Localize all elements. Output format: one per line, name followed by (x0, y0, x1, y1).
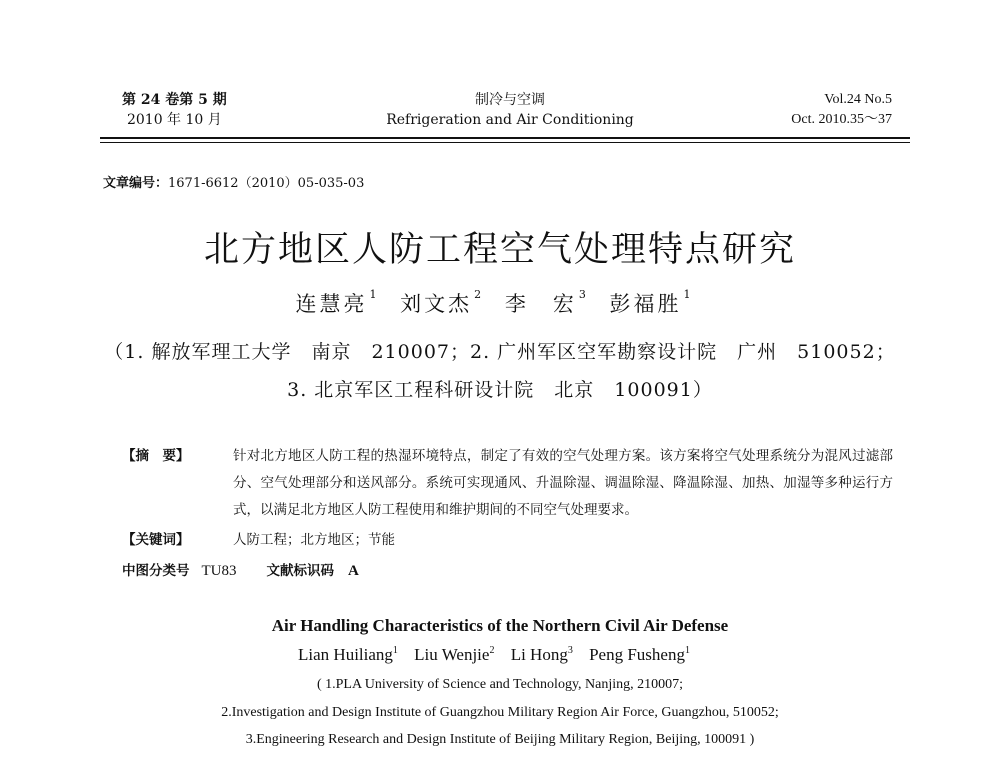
volume-number-en: Vol.24 No.5 (824, 92, 892, 107)
author-affiliation-mark: 1 (369, 288, 377, 301)
header-rule-thick (100, 137, 910, 139)
english-affiliation-mark: 1 (392, 645, 398, 657)
english-affiliation-line: ( 1.PLA University of Science and Technology, Nanjing, 210007; (316, 677, 684, 692)
date-pages-en: Oct. 2010.35～37 (791, 112, 892, 127)
author-name: 连慧亮 (295, 292, 368, 316)
article-number-value: 1671-6612（2010）05-035-03 (168, 176, 365, 191)
article-number (103, 172, 364, 191)
document-code-value: A (348, 563, 359, 579)
paper-title: 北方地区人防工程空气处理特点研究 (203, 230, 796, 270)
article-number-label: 文章编号： (103, 176, 169, 191)
header-rule-thin (100, 142, 910, 143)
author-name: 彭福胜 (609, 292, 682, 316)
author-list (0, 288, 1000, 318)
english-affiliation-line: 2.Investigation and Design Institute of Guangzhou Military Region Air Force, Guangzhou, 510052; (221, 705, 779, 720)
volume-issue-text: 第 24 卷第 5 期 (122, 92, 227, 108)
english-affiliation-line: 3.Engineering Research and Design Institute of Beijing Military Region, Beijing, 100091 ) (245, 732, 755, 747)
english-author-name: Liu Wenjie (414, 645, 490, 664)
english-title: Air Handling Characteristics of the Northern Civil Air Defense (271, 616, 729, 635)
journal-citation (791, 90, 892, 130)
abstract-label: 【摘 要】 (122, 448, 190, 464)
english-affiliation-mark: 3 (567, 645, 573, 657)
abstract-text: 针对北方地区人防工程的热湿环境特点，制定了有效的空气处理方案。该方案将空气处理系统分为混风过滤部分、空气处理部分和送风部分。系统可实现通风、升温除湿、调温除湿、降温除湿、加热、加湿等多种运行方式，以满足北方地区人防工程使用和维护期间的不同空气处理要求。 (233, 448, 893, 518)
english-affiliation-mark: 2 (489, 645, 495, 657)
author-name: 刘文杰 (400, 292, 473, 316)
author-affiliation-mark: 1 (683, 288, 691, 301)
classification-label: 中图分类号 (122, 563, 190, 579)
english-author-name: Li Hong (510, 645, 568, 664)
journal-name (360, 90, 660, 130)
classification-row (122, 558, 359, 585)
author-affiliation-mark: 3 (578, 288, 586, 301)
classification-value: TU83 (201, 563, 237, 579)
english-author-name: Lian Huiliang (298, 645, 393, 664)
document-code-label: 文献标识码 (266, 563, 334, 579)
publication-date: 2010 年 10 月 (126, 112, 222, 128)
affiliation-line: （1. 解放军理工大学 南京 210007；2. 广州军区空军勘察设计院 广州 510052； (104, 341, 896, 363)
author-affiliation-mark: 2 (474, 288, 482, 301)
journal-volume-issue (122, 90, 227, 130)
english-affiliation-mark: 1 (684, 645, 690, 657)
journal-name-en: Refrigeration and Air Conditioning (386, 112, 634, 128)
journal-name-cn: 制冷与空调 (475, 92, 545, 108)
author-name: 李 宏 (504, 292, 577, 316)
english-author-list (0, 645, 1000, 665)
english-author-name: Peng Fusheng (589, 645, 685, 664)
keywords-label: 【关键词】 (122, 532, 190, 548)
keywords-text: 人防工程；北方地区；节能 (233, 532, 395, 548)
affiliation-line: 3. 北京军区工程科研设计院 北京 100091） (287, 379, 713, 401)
